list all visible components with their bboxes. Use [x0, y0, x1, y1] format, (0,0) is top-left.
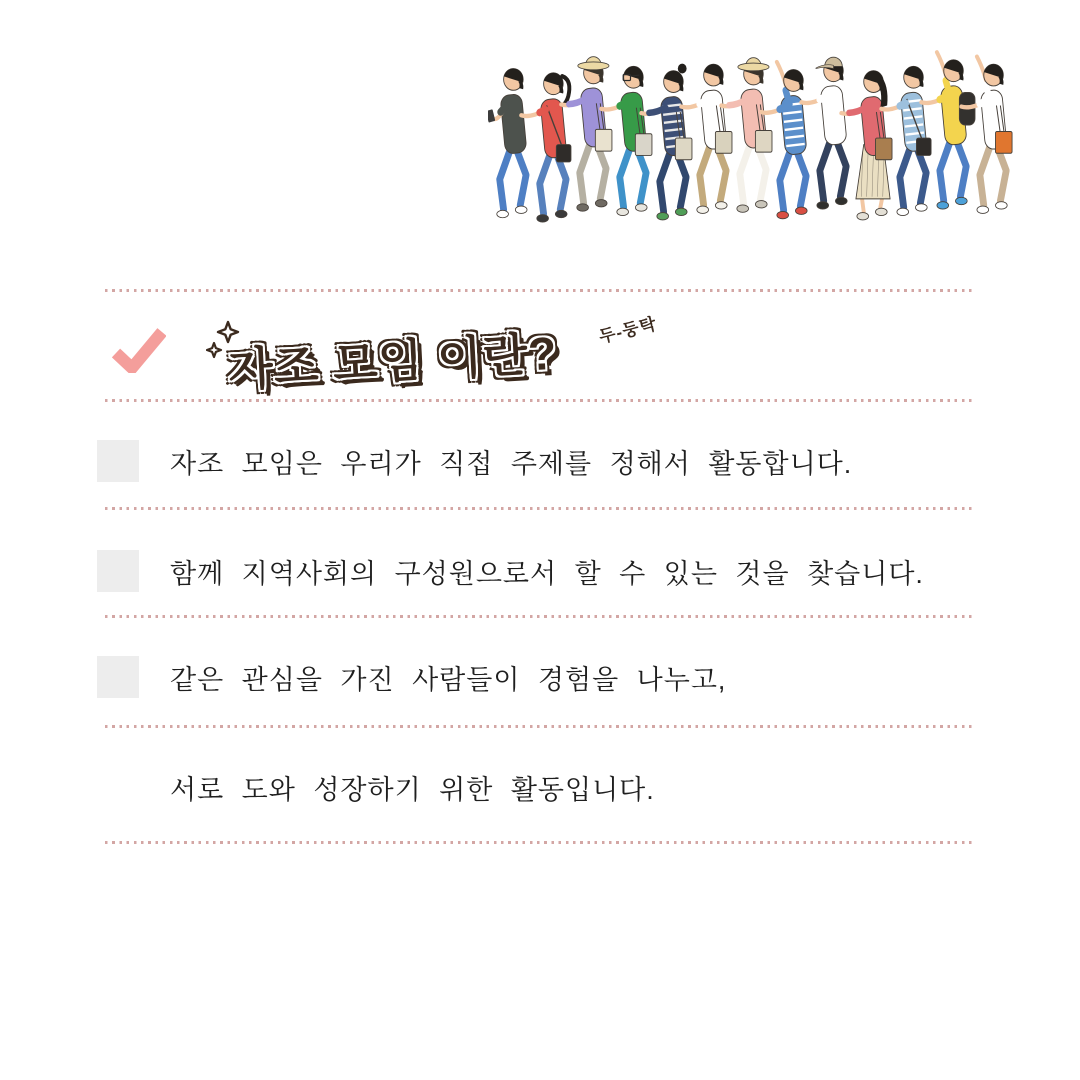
bullet-marker	[97, 440, 139, 482]
dotted-divider	[105, 725, 975, 728]
bullet-marker	[97, 550, 139, 592]
dotted-divider	[105, 615, 975, 618]
checkmark-icon	[112, 327, 166, 373]
page-title: 자조 모임 이란?	[227, 326, 559, 397]
people-conga-line-illustration	[488, 36, 1015, 226]
bullet-text: 서로 도와 성장하기 위한 활동입니다.	[170, 774, 655, 805]
bullet-text: 같은 관심을 가진 사람들이 경험을 나누고,	[170, 664, 727, 695]
dotted-divider	[105, 289, 975, 292]
dotted-divider	[105, 507, 975, 510]
bullet-row	[97, 654, 726, 700]
bullet-marker	[97, 656, 139, 698]
bullet-text: 자조 모임은 우리가 직접 주제를 정해서 활동합니다.	[170, 448, 853, 479]
bullet-row	[97, 548, 924, 594]
bullet-row	[97, 764, 655, 810]
sound-effect-label: 두-둥탁	[597, 314, 659, 347]
bullet-row	[97, 438, 852, 484]
bullet-text: 함께 지역사회의 구성원으로서 할 수 있는 것을 찾습니다.	[170, 558, 924, 589]
dotted-divider	[105, 841, 975, 844]
